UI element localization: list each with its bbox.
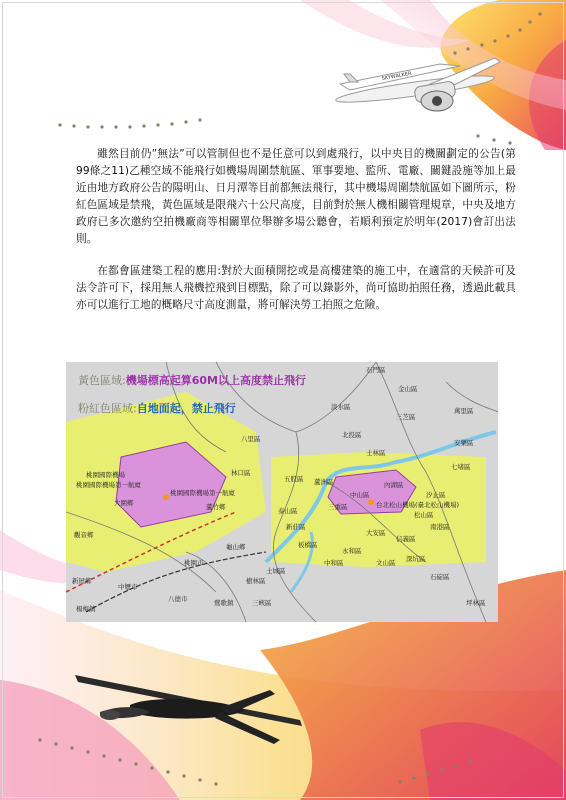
paragraph-text-1: 雖然目前仍”無法”可以管制但也不是任意可以到處飛行，以中央目的機關劃定的公告(第99條之11)乙種空域不能飛行如機場周圍禁航區、軍事要地、監所、電廠、關鍵設施等加上最近由地方政府公告的陽明山、日月潭等目前都無法飛行，其中機場周圍禁航區如下圖所示，粉紅色區域是禁飛，黃色區域是限飛六十公尺高度，目前對於無人機相關管理規章，中央及地方政府已多次邀約空拍機廠商等相關單位舉辦多場公聽會，若順利預定於明年(2017)會訂出法則。: [76, 148, 516, 245]
body-paragraph-1: [76, 146, 516, 248]
paragraph-text-2: 在都會區建築工程的應用:對於大面積開挖或是高樓建築的施工中，在適當的天候許可及法令許可下，採用無人飛機控飛到目標點，除了可以錄影外，尚可協助拍照任務，透過此載具亦可以進行工地的概略尺寸高度測量，將可解決勞工拍照之危險。: [76, 265, 516, 311]
place-label: 蘆竹鄉: [206, 503, 226, 511]
place-label: 石碇區: [430, 573, 450, 581]
place-label: 泰山區: [278, 507, 298, 515]
place-label: 鶯歌鎮: [214, 599, 234, 607]
place-label: 楊梅鎮: [76, 605, 96, 613]
place-label: 桃園國際機場第一航廈: [170, 489, 235, 497]
place-label: 淡水區: [331, 403, 351, 411]
place-label: 金山區: [398, 385, 418, 393]
place-label: 信義區: [396, 535, 416, 543]
place-label: 內湖區: [384, 481, 404, 489]
place-label: 三重區: [328, 503, 348, 511]
place-label: 文山區: [376, 559, 396, 567]
place-label: 土城區: [266, 567, 286, 575]
legend-key-pink: 粉紅色區域:: [78, 402, 137, 415]
place-label: 七堵區: [451, 463, 471, 471]
place-label: 士林區: [366, 449, 386, 457]
map-legend-yellow: [78, 372, 306, 388]
place-label: 八德市: [168, 595, 188, 603]
place-label: 石門區: [366, 366, 386, 374]
legend-key-yellow: 黃色區域:: [78, 374, 126, 387]
place-label: 板橋區: [298, 541, 318, 549]
place-label: 三峽區: [252, 599, 272, 607]
place-label: 林口區: [231, 469, 251, 477]
place-label: 中山區: [350, 491, 370, 499]
body-paragraph-2: [76, 263, 516, 314]
place-label: 汐止區: [426, 491, 446, 499]
place-label: 中壢市: [118, 583, 138, 591]
place-label: 中和區: [324, 559, 344, 567]
legend-value-pink: 自地面起，禁止飛行: [136, 402, 236, 415]
svg-text:SKYWALKER: SKYWALKER: [381, 70, 413, 82]
place-label: 樹林區: [246, 577, 266, 585]
airport-no-fly-zone-map: [66, 362, 498, 622]
place-label: 八里區: [241, 435, 261, 443]
place-label: 新莊區: [286, 523, 306, 531]
place-label: 坪林區: [466, 599, 486, 607]
place-label: 龜山鄉: [226, 543, 246, 551]
place-label: 安樂區: [454, 439, 474, 447]
legend-value-yellow: 機場標高起算60M以上高度禁止飛行: [125, 374, 306, 387]
place-label: 大安區: [366, 529, 386, 537]
place-label: 蘆洲區: [314, 478, 334, 486]
place-label: 五股區: [284, 475, 304, 483]
place-label: 南港區: [430, 523, 450, 531]
place-label: 桃園國際機場: [86, 471, 125, 479]
place-label: 松山區: [414, 511, 434, 519]
place-label: 萬里區: [454, 407, 474, 415]
fixed-wing-drone-image: [320, 44, 510, 124]
place-label: 三芝區: [396, 413, 416, 421]
map-legend-pink: [78, 400, 236, 416]
place-label: 台北松山機場(臺北松山機場): [376, 501, 460, 509]
place-label: 新屋鄉: [72, 577, 92, 585]
place-label: 北投區: [342, 431, 362, 439]
place-label: 永和區: [342, 547, 362, 555]
place-label: 大園鄉: [114, 499, 134, 507]
place-label: 桃園國際機場第一航廈: [76, 481, 141, 489]
military-drone-image: [70, 650, 320, 750]
place-label: 桃園市: [184, 559, 204, 567]
place-label: 深坑區: [406, 555, 426, 563]
place-label: 觀音鄉: [74, 531, 94, 539]
